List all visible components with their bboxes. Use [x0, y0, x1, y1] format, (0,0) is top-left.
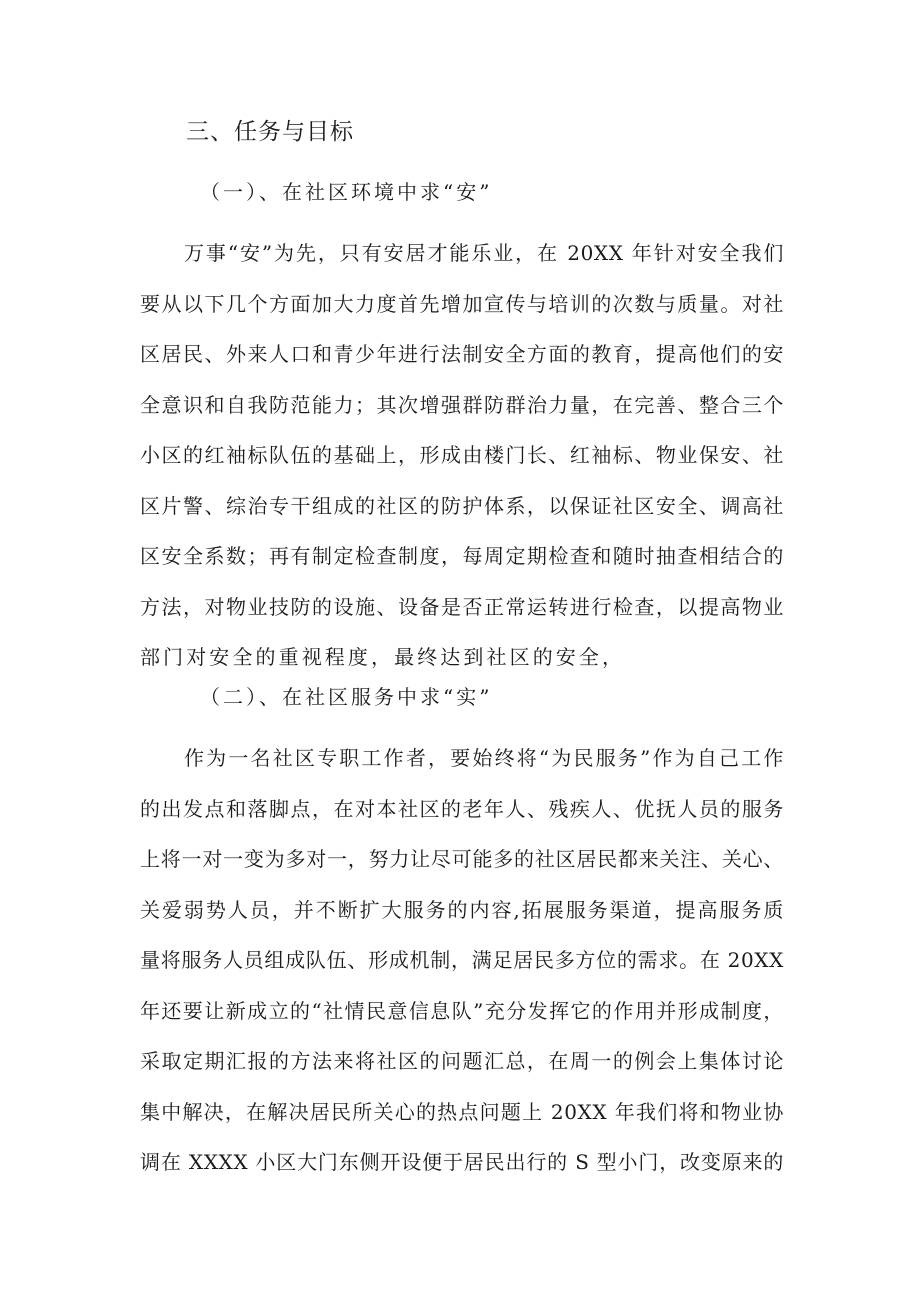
paragraph-safety — [140, 228, 784, 683]
section-heading: 三、任务与目标 — [186, 119, 354, 145]
paragraph-line: 作为一名社区专职工作者，要始终将“为民服务”作为自己工作 — [184, 746, 784, 770]
paragraph-line: 部门对安全的重视程度，最终达到社区的安全， — [140, 645, 626, 669]
paragraph-line: 集中解决，在解决居民所关心的热点问题上 20XX 年我们将和物业协 — [140, 1099, 784, 1124]
subsection-heading-safety: （一）、在社区环境中求“安” — [200, 180, 493, 204]
paragraph-line: 年还要让新成立的“社情民意信息队”充分发挥它的作用并形成制度， — [140, 998, 784, 1023]
paragraph-line: 区居民、外来人口和青少年进行法制安全方面的教育，提高他们的安 — [140, 342, 784, 366]
paragraph-service — [140, 733, 784, 1188]
paragraph-line: 调在 XXXX 小区大门东侧开设便于居民出行的 S 型小门，改变原来的 — [140, 1150, 784, 1174]
paragraph-line: 要从以下几个方面加大力度首先增加宣传与培训的次数与质量。对社 — [140, 291, 784, 316]
paragraph-line: 小区的红袖标队伍的基础上，形成由楼门长、红袖标、物业保安、社 — [140, 443, 784, 467]
paragraph-line: 上将一对一变为多对一，努力让尽可能多的社区居民都来关注、关心、 — [140, 847, 784, 871]
paragraph-line: 全意识和自我防范能力；其次增强群防群治力量，在完善、整合三个 — [140, 392, 784, 417]
paragraph-line: 关爱弱势人员，并不断扩大服务的内容,拓展服务渠道，提高服务质 — [140, 897, 784, 922]
paragraph-line: 方法，对物业技防的设施、设备是否正常运转进行检查，以提高物业 — [140, 594, 784, 619]
paragraph-line: 区片警、综治专干组成的社区的防护体系，以保证社区安全、调高社 — [140, 493, 784, 518]
paragraph-line: 量将服务人员组成队伍、形成机制，满足居民多方位的需求。在 20XX — [140, 948, 784, 972]
paragraph-line: 采取定期汇报的方法来将社区的问题汇总，在周一的例会上集体讨论 — [140, 1049, 784, 1073]
paragraph-line: 万事“安”为先，只有安居才能乐业，在 20XX 年针对安全我们 — [184, 241, 784, 265]
paragraph-line: 的出发点和落脚点，在对本社区的老年人、残疾人、优抚人员的服务 — [140, 796, 784, 821]
subsection-heading-service: （二）、在社区服务中求“实” — [200, 685, 493, 709]
paragraph-line: 区安全系数；再有制定检查制度，每周定期检查和随时抽查相结合的 — [140, 544, 784, 568]
